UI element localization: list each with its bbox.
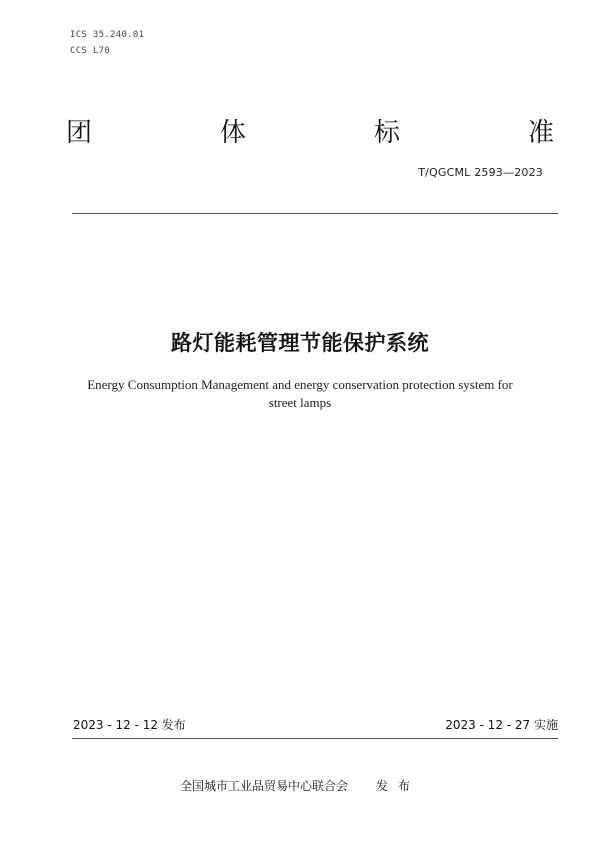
standard-type-char: 标	[373, 118, 400, 148]
publisher-organization: 全国城市工业品贸易中心联合会	[179, 779, 348, 793]
standard-number: T/QGCML 2593—2023	[418, 166, 543, 179]
standard-type-heading	[66, 112, 554, 149]
standard-type-char: 体	[219, 118, 246, 148]
standard-type-char: 团	[66, 118, 93, 148]
issue-date: 2023 - 12 - 12 发布	[73, 718, 186, 732]
top-divider	[72, 213, 558, 214]
english-title-line: street lamps	[268, 395, 332, 410]
bottom-divider	[72, 738, 558, 739]
document-title-chinese: 路灯能耗管理节能保护系统	[171, 331, 429, 355]
ccs-code: CCS L70	[70, 46, 111, 56]
implementation-date: 2023 - 12 - 27 实施	[445, 718, 558, 732]
ics-code: ICS 35.240.01	[70, 30, 145, 40]
publisher-line	[0, 777, 600, 794]
english-title-line: Energy Consumption Management and energy conservation protection system for	[87, 377, 513, 392]
document-title-english	[70, 376, 530, 412]
standard-type-char: 准	[527, 118, 554, 148]
publisher-verb: 发布	[376, 779, 421, 793]
